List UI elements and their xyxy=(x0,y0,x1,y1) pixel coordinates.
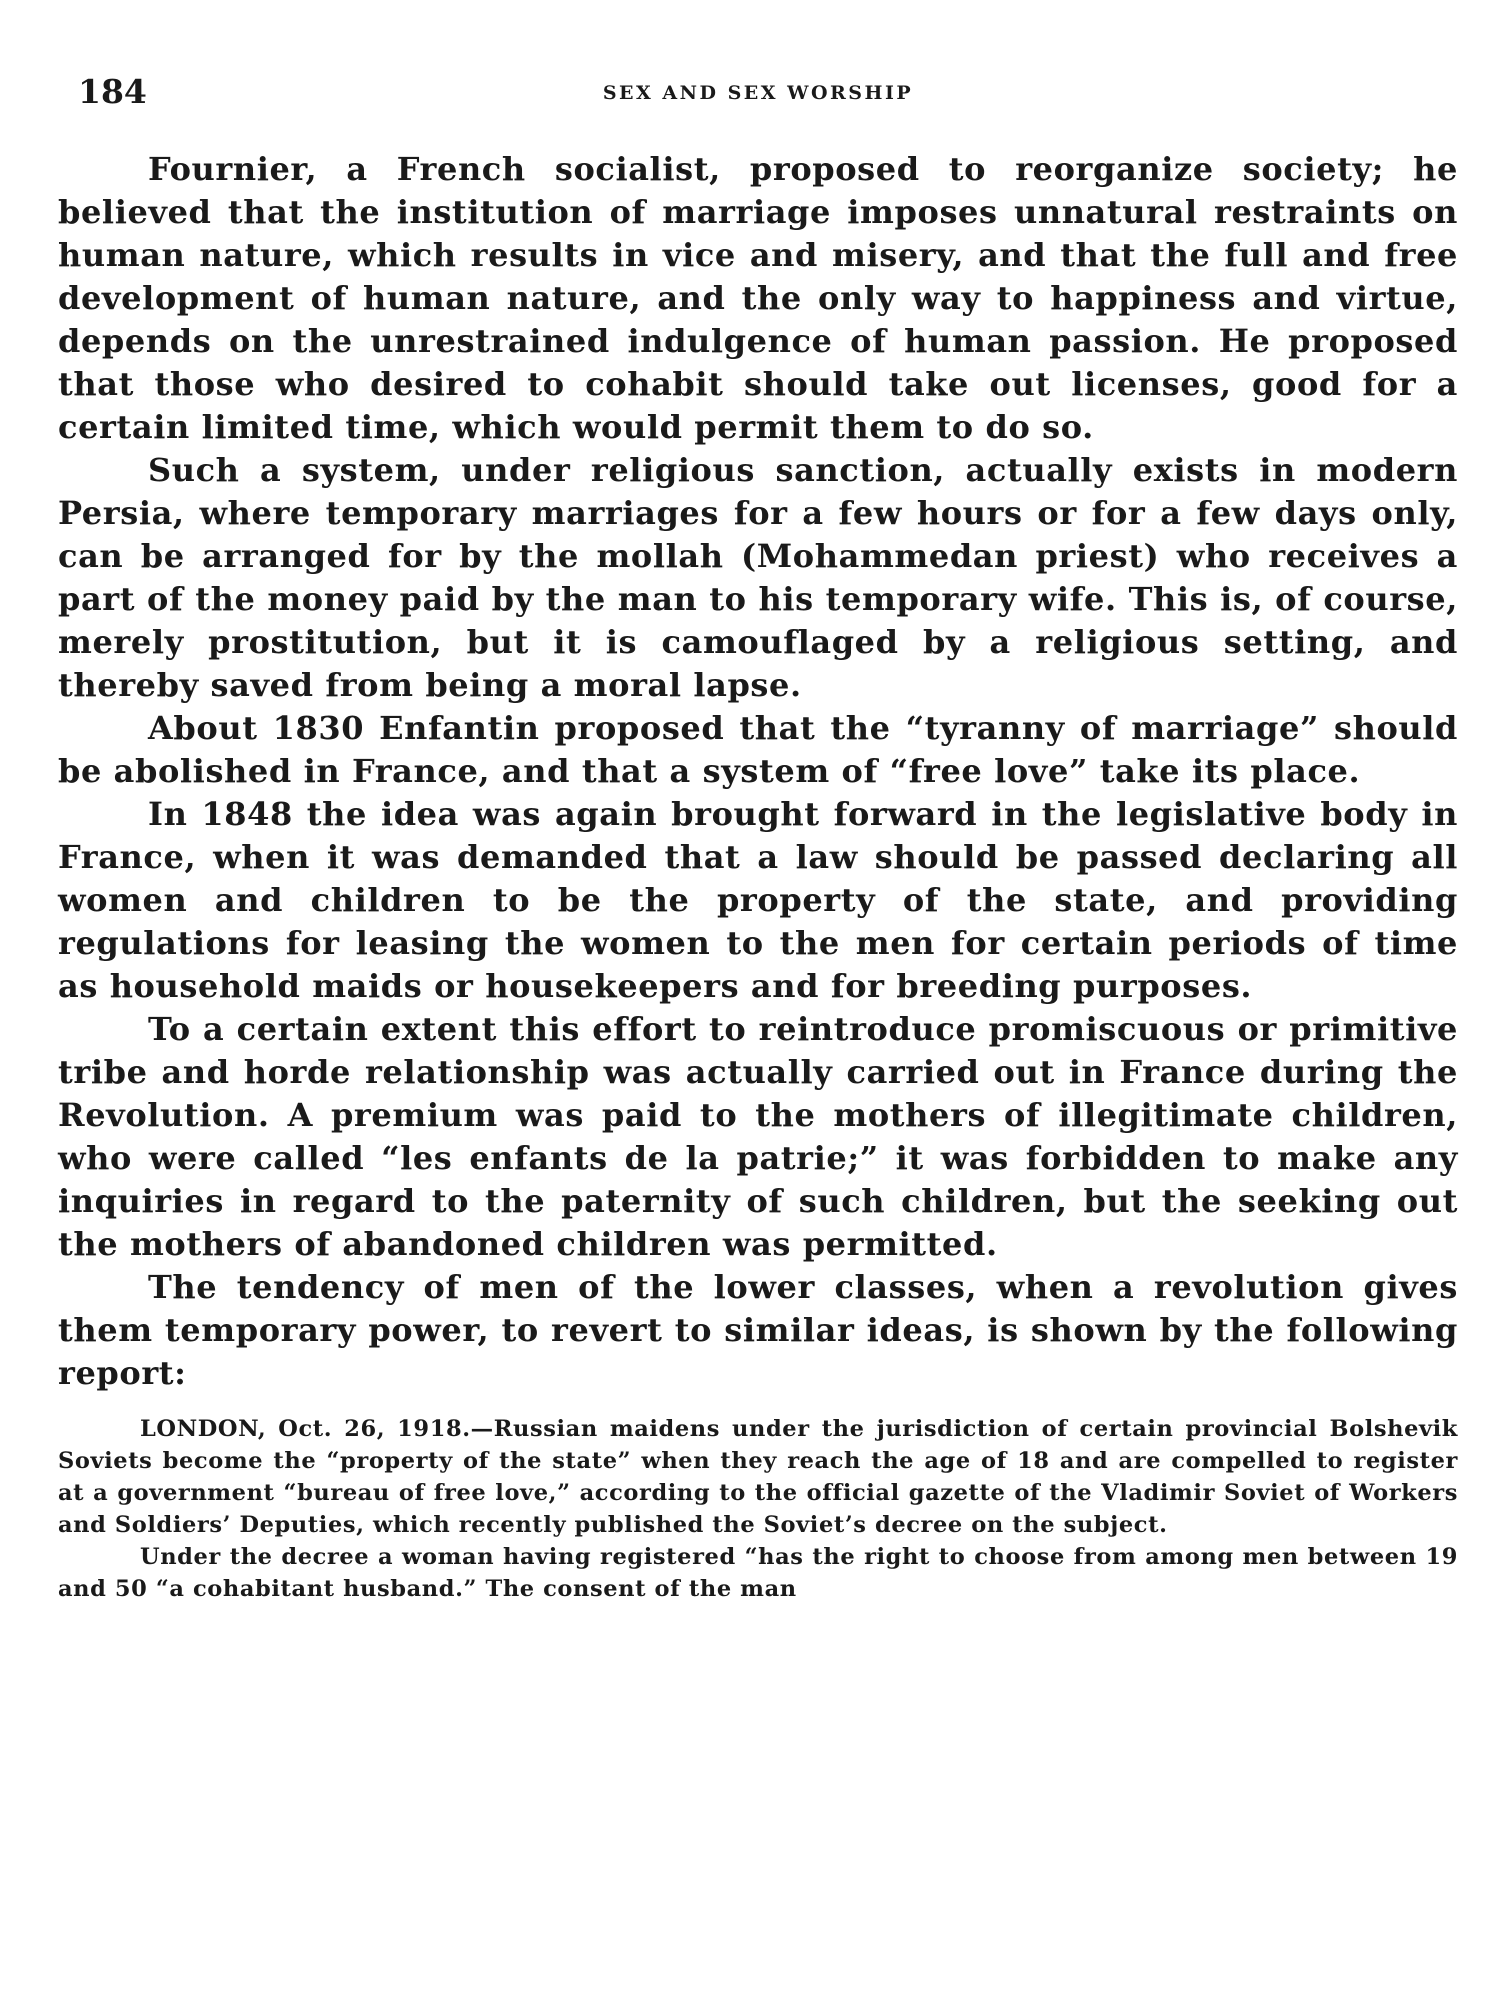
paragraph-revolution: To a certain extent this effort to reintroduce promiscuous or primitive tribe and horde relationship was actually carried out in France during the Revolution. A premium was paid to the mothers of illegitimate children, who were called “les enfants de la patrie;” it was forbidden to make any inquiries in regard to the paternity of such children, but the seeking out the mothers of abandoned children was permitted. xyxy=(58,1010,1458,1263)
paragraph-persia: Such a system, under religious sanction, actually exists in modern Persia, where temporary marriages for a few hours or for a few days only, can be arranged for by the mollah (Mohammedan priest) who receives a part of the money paid by the man to his temporary wife. This is, of course, merely prostitution, but it is camouflaged by a religious setting, and thereby saved from being a moral lapse. xyxy=(58,451,1458,704)
running-head xyxy=(78,72,1438,112)
report-paragraph-decree: Under the decree a woman having registered “has the right to choose from among men between 19 and 50 “a cohabitant husband.” The consent of the man xyxy=(58,1544,1458,1602)
page-number: 184 xyxy=(78,72,147,111)
paragraph-1848: In 1848 the idea was again brought forward in the legislative body in France, when it was demanded that a law should be passed declaring all women and children to be the property of the state, and providing regulations for leasing the women to the men for certain periods of time as household maids or housekeepers and for breeding purposes. xyxy=(58,795,1458,1005)
body-text xyxy=(58,148,1458,1605)
report-paragraph-london: LONDON, Oct. 26, 1918.—Russian maidens under the jurisdiction of certain provincial Bolshevik Soviets become the “property of the state” when they reach the age of 18 and are compelled to register at a government “bureau of free love,” according to the official gazette of the Vladimir Soviet of Workers and Soldiers’ Deputies, which recently published the Soviet’s decree on the subject. xyxy=(58,1416,1458,1538)
running-title: SEX AND SEX WORSHIP xyxy=(602,82,914,104)
paragraph-fournier: Fournier, a French socialist, proposed to reorganize society; he believed that the institution of marriage imposes unnatural restraints on human nature, which results in vice and misery, and that the full and free development of human nature, and the only way to happiness and virtue, depends on the unrestrained indulgence of human passion. He proposed that those who desired to cohabit should take out licenses, good for a certain limited time, which would permit them to do so. xyxy=(58,150,1458,446)
paragraph-enfantin: About 1830 Enfantin proposed that the “tyranny of marriage” should be abolished in France, and that a system of “free love” take its place. xyxy=(58,709,1458,790)
paragraph-lower-classes: The tendency of men of the lower classes, when a revolution gives them temporary power, to revert to similar ideas, is shown by the following report: xyxy=(58,1268,1458,1392)
quoted-report xyxy=(58,1413,1458,1605)
